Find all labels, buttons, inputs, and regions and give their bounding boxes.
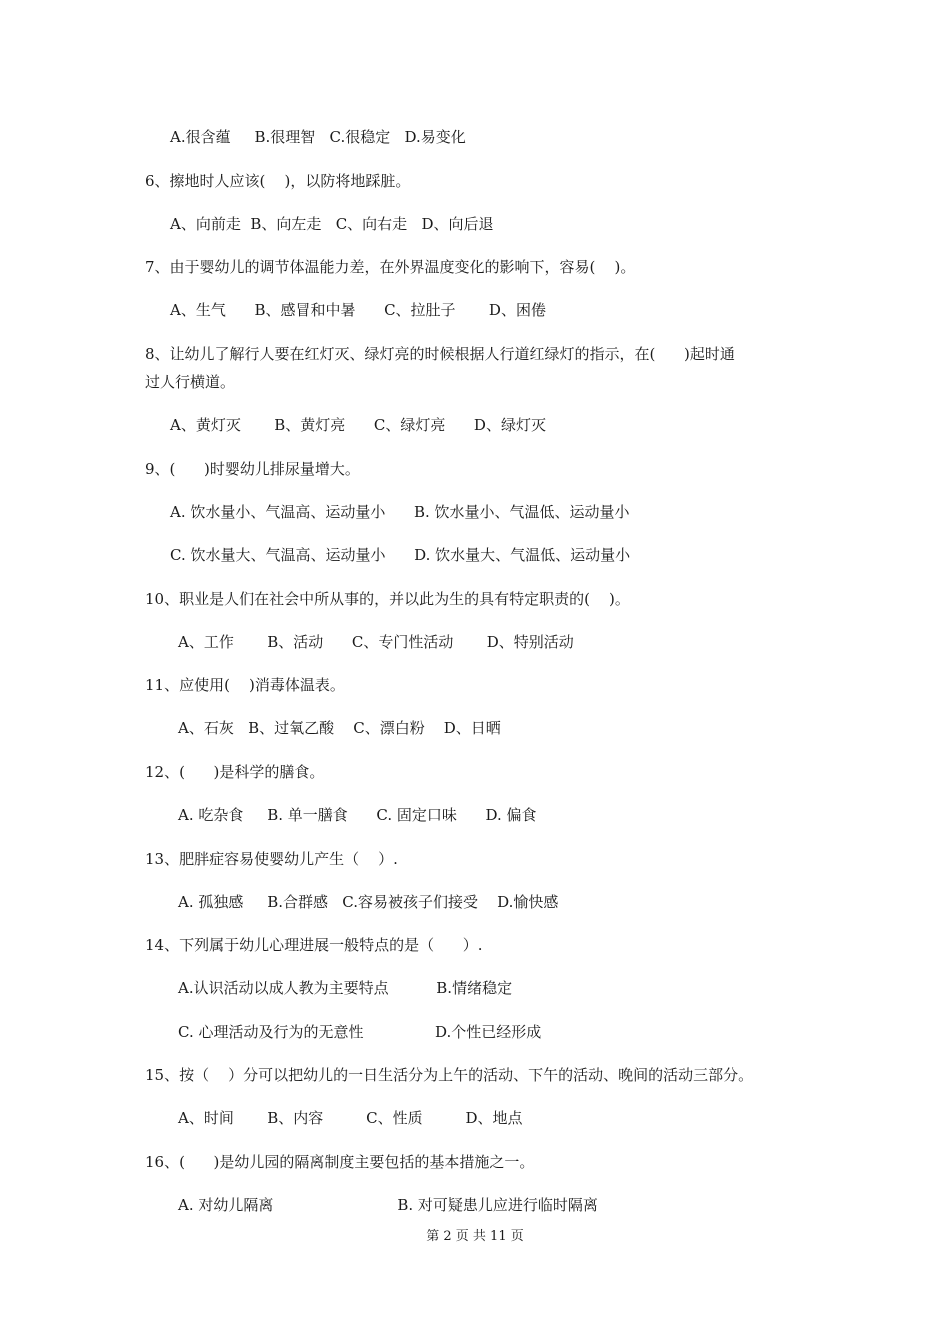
q6-question: 6、擦地时人应该( )，以防将地踩脏。: [145, 172, 411, 190]
q16-options: A. 对幼儿隔离 B. 对可疑患儿应进行临时隔离: [178, 1196, 598, 1214]
q14-question: 14、下列属于幼儿心理进展一般特点的是（ ）.: [145, 936, 483, 954]
q9-question: 9、( )时婴幼儿排尿量增大。: [145, 460, 360, 478]
q13-options: A. 孤独感 B.合群感 C.容易被孩子们接受 D.愉快感: [178, 893, 559, 911]
q15-question: 15、按（ ）分可以把幼儿的一日生活分为上午的活动、下午的活动、晚间的活动三部分。: [145, 1066, 754, 1084]
q12-question: 12、( )是科学的膳食。: [145, 763, 325, 781]
page-number: 第 2 页 共 11 页: [426, 1229, 524, 1244]
q11-options: A、石灰 B、过氧乙酸 C、漂白粉 D、日晒: [178, 719, 501, 737]
q15-options: A、时间 B、内容 C、性质 D、地点: [178, 1109, 523, 1127]
q8-question: 8、让幼儿了解行人要在红灯灭、绿灯亮的时候根据人行道红绿灯的指示，在( )起时通: [145, 345, 735, 363]
q8-question-cont: 过人行横道。: [145, 373, 236, 391]
q11-question: 11、应使用( )消毒体温表。: [145, 676, 345, 694]
q9-options-ab: A. 饮水量小、气温高、运动量小 B. 饮水量小、气温低、运动量小: [170, 503, 630, 521]
q12-options: A. 吃杂食 B. 单一膳食 C. 固定口味 D. 偏食: [178, 806, 537, 824]
q10-options: A、工作 B、活动 C、专门性活动 D、特别活动: [178, 633, 574, 651]
q14-options-cd: C. 心理活动及行为的无意性 D.个性已经形成: [178, 1023, 542, 1041]
q7-options: A、生气 B、感冒和中暑 C、拉肚子 D、困倦: [170, 301, 546, 319]
q6-options: A、向前走 B、向左走 C、向右走 D、向后退: [170, 215, 494, 233]
q14-options-ab: A.认识活动以成人教为主要特点 B.情绪稳定: [178, 979, 513, 997]
q16-question: 16、( )是幼儿园的隔离制度主要包括的基本措施之一。: [145, 1153, 535, 1171]
q9-options-cd: C. 饮水量大、气温高、运动量小 D. 饮水量大、气温低、运动量小: [170, 546, 631, 564]
q5-options: A.很含蕴 B.很理智 C.很稳定 D.易变化: [170, 128, 466, 146]
q7-question: 7、由于婴幼儿的调节体温能力差，在外界温度变化的影响下，容易( )。: [145, 258, 636, 276]
q10-question: 10、职业是人们在社会中所从事的，并以此为生的具有特定职责的( )。: [145, 590, 630, 608]
q8-options: A、黄灯灭 B、黄灯亮 C、绿灯亮 D、绿灯灭: [170, 416, 546, 434]
q13-question: 13、肥胖症容易使婴幼儿产生（ ）.: [145, 850, 398, 868]
